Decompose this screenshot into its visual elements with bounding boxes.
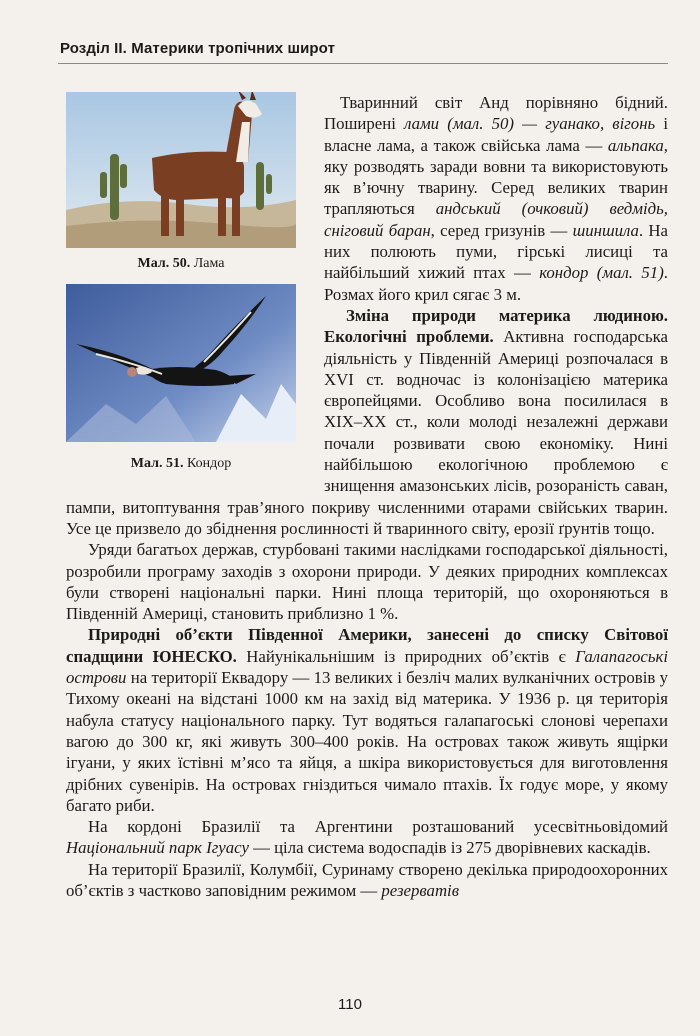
paragraph-fauna: Тваринний світ Анд порівняно бідний. Поширені лами (мал. 50) — гуанако, вігонь і власне лама, а також свійська лама — альпака, яку розводять заради вовни та використовують як в’ючну тварину. Серед великих тварин трапляються андський (очковий) ведмідь, сніговий баран, серед гризунів — шиншила. На них полюють пуми, гірські лисиці та найбільший хижий птах — кондор (мал. 51). Розмах його крил сягає 3 м. <box>324 93 668 304</box>
section-heading: Природні об’єкти Південної Америки, занесені до списку Світової спадщини ЮНЕСКО. <box>66 625 668 666</box>
figure-51-number: Мал. 51. <box>130 456 184 471</box>
section-header: Розділ ІІ. Материки тропічних широт <box>60 40 336 57</box>
page-number: 110 <box>338 996 362 1013</box>
paragraph-human-impact: Зміна природи материка людиною. Екологічні проблеми. Активна господарська діяльність у Південній Америці розпочалася в XVI ст. водночас із колонізацією материка європейцями. Особливо вона посилилася в XIX–XX ст., коли молоді незалежні держави почали розвивати свою економіку. Нині найбільшою екологічною проблемою є знищення амазонських лісів, розораність саван, пампи, витоптування трав’яного покриву численними отарами свійських тварин. Усе це призвело до збіднення рослинності й тваринного світу, ерозії ґрунтів тощо. <box>66 305 668 538</box>
paragraph-reserves: На території Бразилії, Колумбії, Суринаму створено декілька природоохоронних об’єктів з частково заповідним режимом — резерватів <box>66 859 668 900</box>
figure-50-number: Мал. 50. <box>137 256 191 271</box>
figure-51-name: Кондор <box>186 456 232 471</box>
body-text <box>66 92 668 901</box>
paragraph-iguazu: На кордоні Бразилії та Аргентини розташований усесвітньовідомий Національний парк Ігуасу — ціла система водоспадів із 275 дворівневих каскадів. <box>66 817 668 858</box>
paragraph-protection: Уряди багатьох держав, стурбовані такими наслідками господарської діяльності, розробили програму заходів з охорони природи. У деяких природних комплексах були створені національні парки. Нині площа територій, що охороняються в Південній Америці, становить приблизно 1 %. <box>66 540 668 624</box>
section-heading: Зміна природи материка людиною. Екологічні проблеми. <box>324 305 668 347</box>
header-divider <box>58 63 668 64</box>
paragraph-unesco: Природні об’єкти Південної Америки, занесені до списку Світової спадщини ЮНЕСКО. Найунікальнішим із природних об’єктів є Галапагоські острови на території Еквадору — 13 великих і безліч малих вулканічних островів у Тихому океані на відстані 1000 км на захід від материка. У 1936 р. ця територія набула статусу національного парку. Тут водяться галапагоські слонові черепахи вагою до 300 кг, які живуть 300–400 років. На островах також живуть ящірки ігуани, у яких їстівні м’ясо та яйця, а шкіра використовується для виготовлення дрібних сувенірів. На островах гніздиться чимало птахів. Їх годує море, у якому багато риби. <box>66 625 669 815</box>
figure-50-name: Лама <box>193 256 225 271</box>
